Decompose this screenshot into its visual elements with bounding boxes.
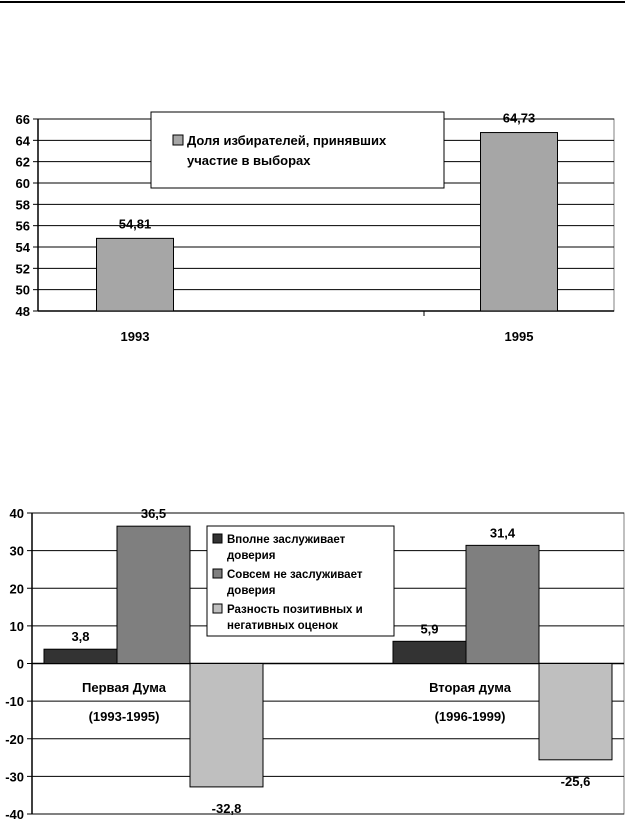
y-tick-label: -30	[5, 769, 24, 785]
y-tick-label: -10	[5, 694, 24, 710]
y-tick-label: -40	[5, 807, 24, 820]
y-tick-label: -20	[5, 731, 24, 747]
data-label: 36,5	[140, 506, 167, 522]
bar	[466, 545, 539, 663]
data-label: 54,81	[118, 216, 152, 232]
legend-label: Вполне заслуживает	[227, 534, 346, 546]
y-tick-label: 50	[15, 282, 30, 298]
y-tick-label: 66	[15, 112, 30, 127]
bar	[481, 133, 558, 311]
y-tick-label: 30	[9, 543, 24, 559]
turnout-chart	[16, 111, 614, 344]
x-tick-label: 1993	[120, 329, 150, 344]
data-label: 5,9	[420, 621, 439, 637]
data-label: 3,8	[71, 629, 90, 645]
duma-trust-chart	[5, 506, 624, 820]
y-tick-label: 40	[9, 506, 24, 521]
data-label: -32,8	[211, 800, 242, 816]
bar	[190, 664, 263, 787]
legend-label: доверия	[227, 585, 276, 597]
bar	[539, 664, 612, 760]
y-tick-label: 20	[9, 581, 24, 597]
y-tick-label: 10	[9, 618, 24, 634]
legend-box	[151, 112, 444, 188]
legend	[207, 526, 394, 636]
y-tick-label: 48	[15, 304, 30, 319]
y-tick-label: 60	[15, 176, 30, 191]
data-label: 31,4	[489, 525, 516, 541]
legend-label: Доля избирателей, принявших	[187, 133, 387, 148]
legend-label: негативных оценок	[227, 620, 338, 632]
category-label: Вторая дума	[429, 680, 511, 695]
legend-label: участие в выборах	[187, 153, 311, 168]
legend	[151, 112, 444, 188]
legend-label: Совсем не заслуживает	[227, 569, 363, 581]
legend-swatch	[213, 604, 222, 613]
legend-swatch	[173, 135, 183, 145]
category-sublabel: (1996-1999)	[434, 709, 506, 724]
y-tick-label: 0	[16, 656, 24, 672]
bar	[117, 526, 190, 663]
y-tick-label: 62	[15, 154, 30, 170]
x-tick-label: 1995	[504, 329, 534, 344]
legend-label: Разность позитивных и	[227, 604, 363, 616]
y-tick-label: 54	[15, 240, 30, 255]
y-tick-label: 58	[15, 197, 30, 213]
bar	[393, 641, 466, 663]
y-tick-label: 56	[15, 218, 30, 234]
category-label: Первая Дума	[82, 680, 166, 695]
bar	[44, 649, 117, 663]
data-label: -25,6	[560, 773, 591, 789]
legend-swatch	[213, 534, 222, 543]
legend-swatch	[213, 569, 222, 578]
data-label: 64,73	[502, 110, 536, 126]
bar	[97, 238, 174, 311]
y-tick-label: 52	[15, 261, 30, 277]
legend-label: доверия	[227, 550, 276, 562]
category-sublabel: (1993-1995)	[88, 709, 160, 724]
y-tick-label: 64	[15, 133, 30, 149]
